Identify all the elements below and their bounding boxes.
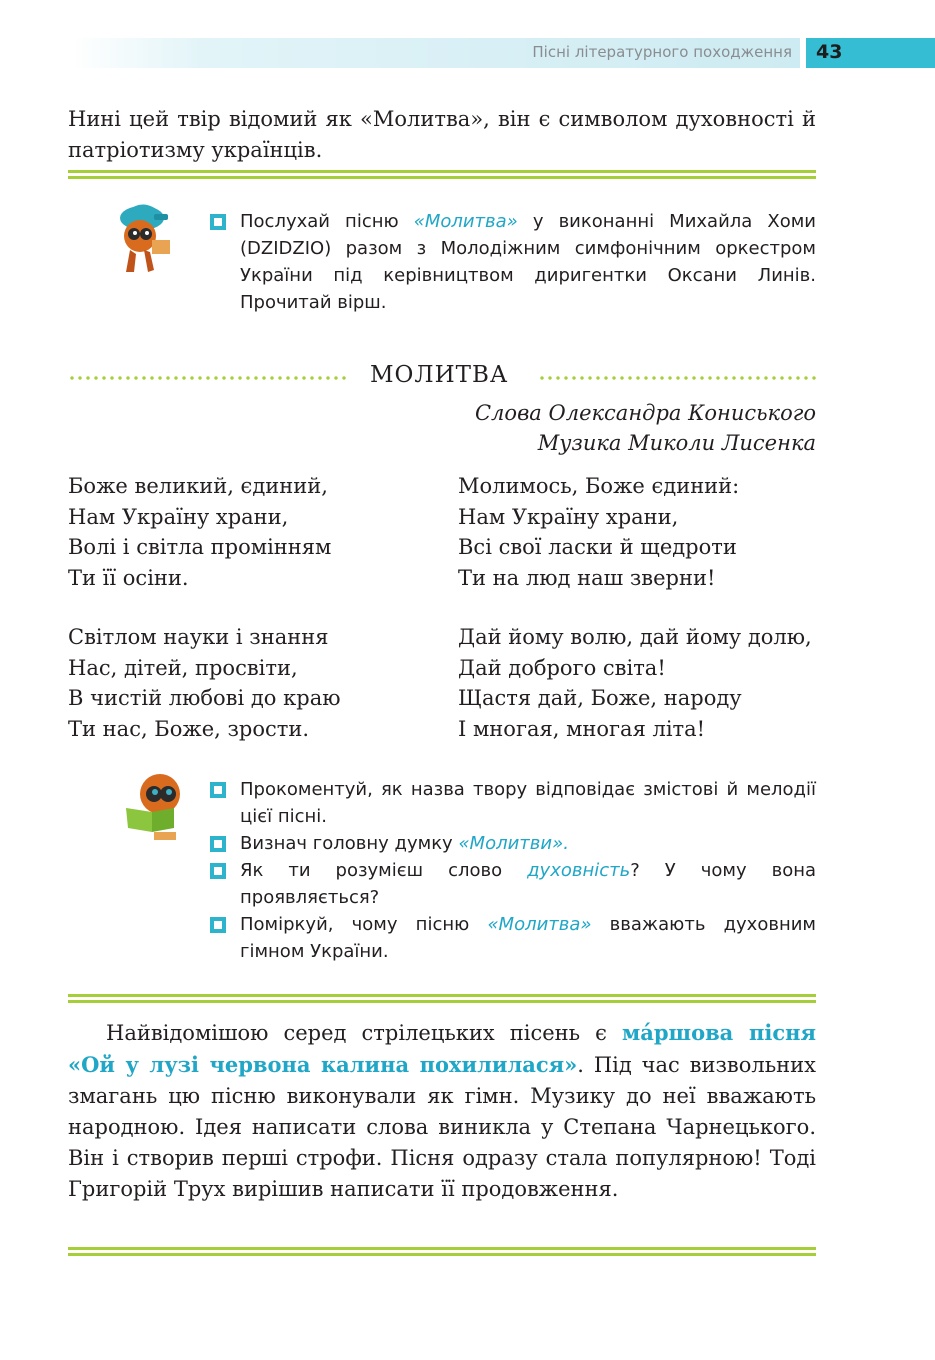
intro-paragraph: Нині цей твір відомий як «Молитва», він є символом духовності й патріотизму українців. — [68, 107, 816, 162]
listen-task: Послухай пісню «Молитва» у виконанні Михайла Хоми (DZIDZIO) разом з Молодіжним симфонічним оркестром України під керівництвом диригентки Оксани Линів. Прочитай вірш. — [240, 211, 816, 313]
question-4: Поміркуй, чому пісню «Молитва» вважають духовним гімном України. — [240, 914, 816, 962]
task-bullet — [210, 214, 226, 230]
question-1: Прокоментуй, як назва твору відповідає змістові й мелодії цієї пісні. — [240, 779, 816, 827]
question-3: Як ти розумієш слово духовність? У чому вона проявляється? — [240, 860, 816, 908]
stanza-2: Молимось, Боже єдиний: Нам Україну храни, Всі свої ласки й щедроти Ти на люд наш зверни! — [458, 474, 740, 590]
lyrics-credit: Слова Олександра Кониського — [474, 401, 816, 425]
stanza-3: Світлом науки і знання Нас, дітей, просвіти, В чистій любові до краю Ти нас, Боже, зрости. — [68, 625, 341, 741]
page-header — [72, 38, 800, 68]
listening-character-icon — [108, 194, 178, 276]
dotted-rule-right — [538, 376, 816, 380]
dotted-rule-left — [68, 376, 350, 380]
page-number-tab — [806, 38, 935, 68]
section-rule — [68, 170, 816, 178]
section-rule — [68, 994, 816, 1002]
question-bullet — [210, 836, 226, 852]
question-bullet — [210, 863, 226, 879]
music-credit: Музика Миколи Лисенка — [537, 431, 816, 455]
question-bullet — [210, 917, 226, 933]
poem-title: МОЛИТВА — [370, 362, 509, 388]
stanza-1: Боже великий, єдиний, Нам Україну храни, Волі і світла промінням Ти її осіни. — [68, 474, 332, 590]
page-number: 43 — [816, 41, 843, 63]
question-bullet — [210, 782, 226, 798]
section-rule — [68, 1247, 816, 1255]
stanza-4: Дай йому волю, дай йому долю, Дай доброго світа! Щастя дай, Боже, народу І многая, многая літа! — [458, 625, 812, 741]
question-2: Визнач головну думку «Молитви». — [240, 833, 569, 854]
song-title-link: «Молитва» — [413, 211, 518, 232]
closing-paragraph: Найвідомішою серед стрілецьких пісень є ма́ршова пісня «Ой у лузі червона калина похилилася». Під час визвольних змагань цю пісню виконували як гімн. Музику до неї вважають народною. Ідея написати слова виникла у Степана Чарнецького. Він і створив перші строфи. Пісня одразу стала популярною! Тоді Григорій Трух вирішив написати її продовження. — [68, 1020, 816, 1201]
reading-character-icon — [124, 768, 188, 844]
chapter-title: Пісні літературного походження — [532, 43, 792, 61]
song-name-highlight: ма́ршова пісня «Ой у лузі червона калина похилилася» — [68, 1020, 816, 1077]
